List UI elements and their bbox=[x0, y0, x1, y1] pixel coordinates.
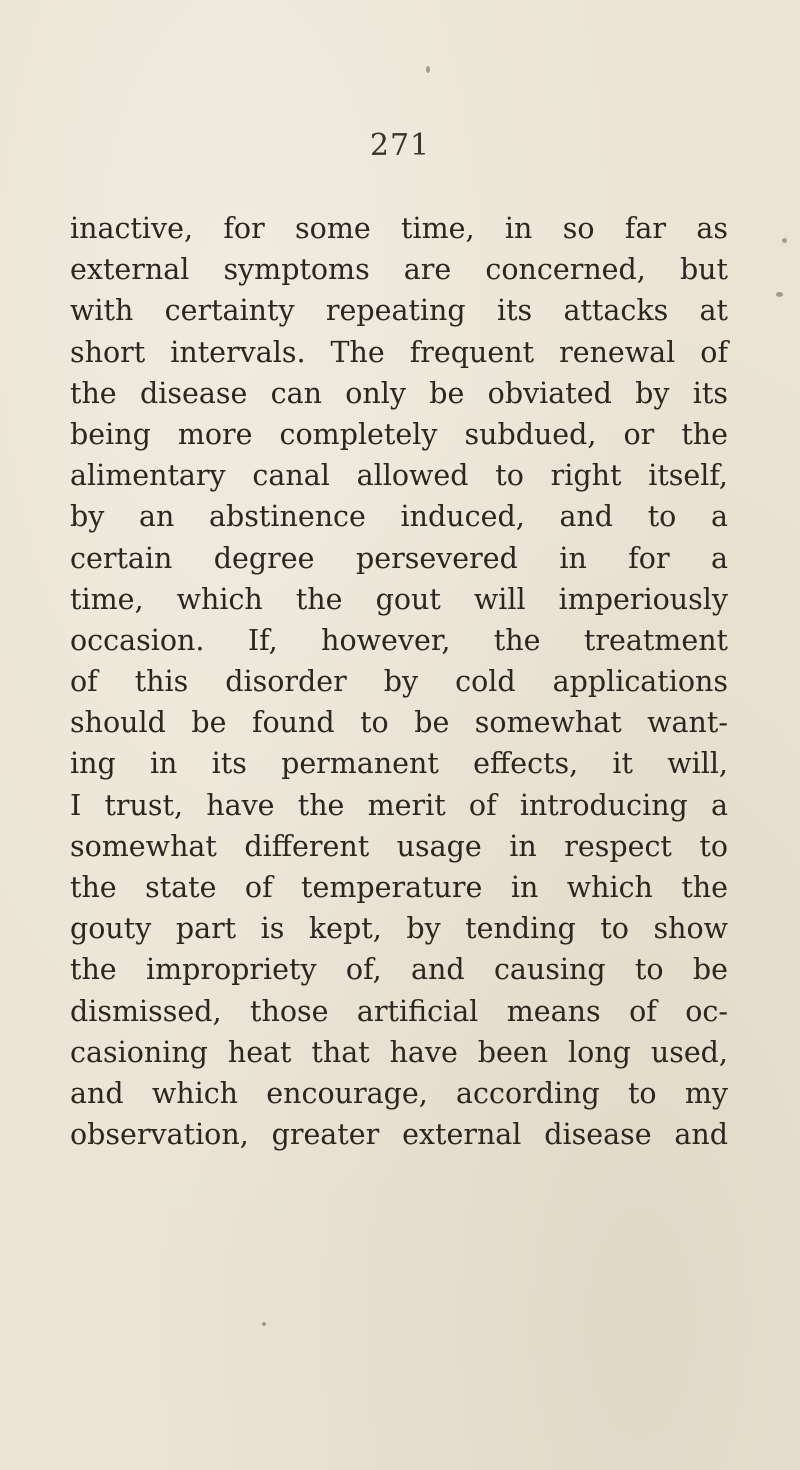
text-line: external symptoms are concerned, but bbox=[70, 253, 728, 287]
text-line: being more completely subdued, or the bbox=[70, 417, 728, 451]
ink-speck bbox=[262, 1322, 266, 1326]
text-line: the impropriety of, and causing to be bbox=[70, 953, 728, 987]
text-line: dismissed, those artificial means of oc- bbox=[70, 994, 728, 1028]
text-line: should be found to be somewhat want- bbox=[70, 706, 728, 740]
ink-speck bbox=[776, 292, 783, 297]
text-line: somewhat different usage in respect to bbox=[70, 829, 728, 863]
text-line: alimentary canal allowed to right itself, bbox=[70, 459, 728, 493]
text-line: the state of temperature in which the bbox=[70, 871, 728, 904]
text-line: gouty part is kept, by tending to show bbox=[70, 912, 728, 946]
text-line: with certainty repeating its attacks at bbox=[70, 294, 728, 328]
ink-speck bbox=[782, 238, 787, 243]
text-line: inactive, for some time, in so far as bbox=[70, 212, 728, 245]
text-line: of this disorder by cold applications bbox=[70, 665, 728, 699]
text-line: ing in its permanent effects, it will, bbox=[70, 747, 728, 781]
text-line: certain degree persevered in for a bbox=[70, 541, 728, 575]
text-line: time, which the gout will imperiously bbox=[70, 582, 728, 616]
text-line: by an abstinence induced, and to a bbox=[70, 500, 728, 534]
page-number: 271 bbox=[369, 128, 431, 163]
text-line: and which encourage, according to my bbox=[70, 1076, 728, 1110]
text-line: the disease can only be obviated by its bbox=[70, 376, 728, 410]
text-line: observation, greater external disease and bbox=[70, 1118, 728, 1152]
ink-speck bbox=[426, 66, 430, 73]
text-line: short intervals. The frequent renewal of bbox=[70, 335, 728, 369]
text-line: I trust, have the merit of introducing a bbox=[70, 788, 728, 822]
body-text bbox=[70, 208, 728, 1155]
text-line: occasion. If, however, the treatment bbox=[70, 623, 728, 657]
text-line: casioning heat that have been long used, bbox=[70, 1035, 728, 1069]
